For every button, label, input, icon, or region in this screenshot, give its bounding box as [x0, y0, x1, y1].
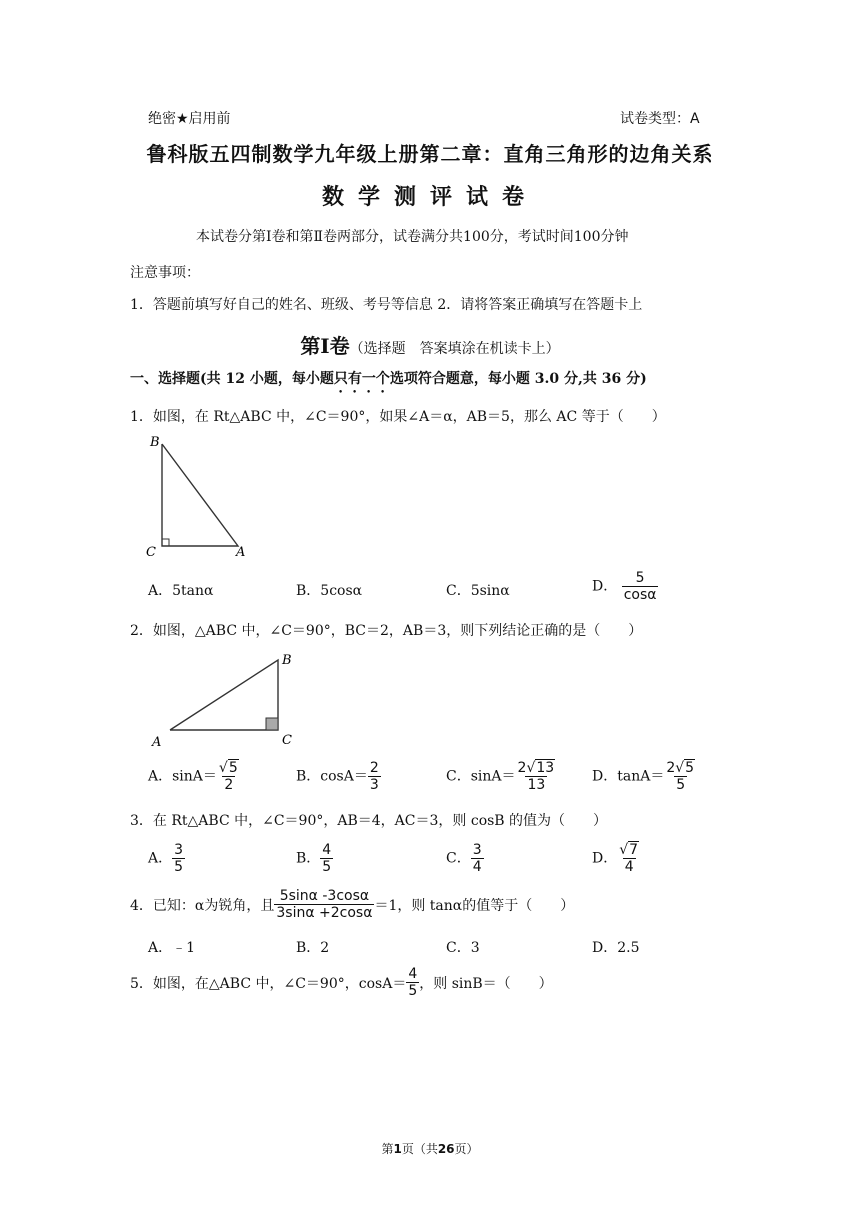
coefficient: 2	[666, 760, 676, 776]
q2-triangle	[170, 660, 278, 730]
q1-option-d-fraction	[622, 570, 659, 603]
q3-option-d-label: D．	[592, 850, 618, 867]
fraction-numerator: 2√5	[666, 760, 695, 776]
fraction-denominator: cosα	[623, 587, 657, 603]
fraction-denominator: 4	[624, 859, 634, 875]
q4-stem-pre: 4．已知：α为锐角，且	[130, 897, 275, 914]
page-total: 26	[437, 1142, 455, 1156]
q3-option-b	[296, 842, 333, 875]
q4-option-d: D．2.5	[592, 940, 640, 956]
q3-option-b-label: B．	[296, 850, 321, 867]
q2-option-a-label: A．sinA＝	[148, 768, 217, 785]
q3-option-d	[592, 842, 641, 875]
q1-option-b: B．5cosα	[296, 583, 363, 599]
footer-pre: 第	[381, 1142, 394, 1156]
radicand: 7	[629, 842, 639, 858]
coefficient: 2	[517, 760, 527, 776]
question-5-stem	[130, 966, 553, 999]
exam-subtitle: 数学测评试卷	[321, 184, 538, 210]
q1-vertex-c: C	[146, 545, 156, 560]
q1-option-d-label: D．	[592, 578, 618, 595]
footer-post: 页）	[454, 1142, 479, 1156]
part-heading-emphasis: 只有一个	[333, 371, 390, 387]
q2-option-c-label: C．sinA＝	[446, 768, 516, 785]
confidential-label: 绝密★启用前	[148, 111, 231, 127]
q5-fraction	[406, 966, 419, 999]
q4-stem-post: ＝1，则 tanα的值等于（ ）	[374, 897, 575, 914]
q4-option-b: B．2	[296, 940, 330, 956]
fraction-denominator: 5	[322, 859, 332, 875]
section-title: 第Ⅰ卷	[300, 334, 350, 358]
page-footer	[0, 1140, 860, 1157]
fraction-numerator: 2√13	[517, 760, 555, 776]
q3-option-c-label: C．	[446, 850, 471, 867]
q2-vertex-b: B	[282, 653, 292, 668]
fraction-denominator: 3	[369, 777, 379, 793]
radicand: 5	[228, 760, 238, 776]
q1-option-a: A．5tanα	[148, 583, 214, 599]
q1-triangle	[162, 444, 238, 546]
fraction-numerator: √7	[619, 842, 639, 858]
page-number: 1	[393, 1142, 402, 1156]
q1-option-d	[592, 570, 658, 603]
q2-option-b	[296, 760, 381, 793]
q2-option-c-fraction	[516, 760, 558, 793]
exam-title: 鲁科版五四制数学九年级上册第二章：直角三角形的边角关系	[146, 142, 714, 166]
part-heading-pre: 一、选择题(共 12 小题，每小题	[130, 371, 334, 387]
q4-fraction	[274, 888, 374, 921]
fraction-numerator: 3	[174, 842, 184, 858]
fraction-denominator: 13	[527, 777, 546, 793]
q2-right-angle-mark	[266, 718, 278, 730]
q2-option-b-fraction	[368, 760, 381, 793]
q2-option-d-label: D．tanA＝	[592, 768, 665, 785]
q2-option-d	[592, 760, 697, 793]
part-heading	[130, 368, 647, 396]
question-2-stem: 2．如图，△ABC 中，∠C＝90°，BC＝2，AB＝3，则下列结论正确的是（ ）	[130, 623, 643, 639]
section-note: （选择题 答案填涂在机读卡上）	[349, 341, 560, 357]
q2-option-b-label: B．cosA＝	[296, 768, 368, 785]
q3-option-a-fraction	[172, 842, 185, 875]
q2-vertex-a: A	[152, 735, 162, 750]
fraction-denominator: 5	[408, 983, 418, 999]
notice-items: 1．答题前填写好自己的姓名、班级、考号等信息 2．请将答案正确填写在答题卡上	[130, 297, 643, 313]
q3-option-a-label: A．	[148, 850, 173, 867]
notice-title: 注意事项：	[130, 265, 200, 281]
footer-mid: 页（共	[401, 1142, 438, 1156]
q2-option-d-fraction	[664, 760, 697, 793]
fraction-numerator: 4	[408, 966, 418, 982]
q2-triangle-figure	[146, 648, 306, 752]
question-4-stem	[130, 888, 574, 921]
q4-option-a: A．﹣1	[148, 940, 196, 956]
q1-vertex-a: A	[236, 545, 246, 560]
fraction-numerator: √5	[218, 760, 238, 776]
q5-stem-pre: 5．如图，在△ABC 中，∠C＝90°，cosA＝	[130, 975, 407, 992]
fraction-numerator: 5	[635, 570, 645, 586]
radicand: 5	[685, 760, 695, 776]
q5-stem-post: ，则 sinB＝（ ）	[419, 975, 553, 992]
intro-text: 本试卷分第Ⅰ卷和第Ⅱ卷两部分，试卷满分共100分，考试时间100分钟	[196, 229, 629, 245]
fraction-denominator: 5	[174, 859, 184, 875]
q3-option-b-fraction	[320, 842, 333, 875]
q3-option-a	[148, 842, 185, 875]
question-3-stem: 3．在 Rt△ABC 中，∠C＝90°，AB＝4，AC＝3，则 cosB 的值为（ ）	[130, 813, 608, 829]
fraction-numerator: 3	[472, 842, 482, 858]
q3-option-d-fraction	[617, 842, 641, 875]
fraction-numerator: 5sinα -3cosα	[279, 888, 370, 904]
q3-option-c	[446, 842, 484, 875]
q2-vertex-c: C	[282, 733, 292, 748]
fraction-denominator: 3sinα +2cosα	[276, 905, 373, 921]
radicand: 13	[536, 760, 555, 776]
question-1-stem: 1．如图，在 Rt△ABC 中，∠C＝90°，如果∠A＝α，AB＝5，那么 AC 等于（ ）	[130, 409, 666, 425]
q1-option-c: C．5sinα	[446, 583, 510, 599]
q2-option-a	[148, 760, 241, 793]
part-heading-post: 选项符合题意，每小题 3.0 分,共 36 分)	[389, 371, 647, 387]
q3-option-c-fraction	[471, 842, 484, 875]
paper-type-label: 试卷类型：A	[620, 111, 700, 127]
fraction-numerator: 4	[322, 842, 332, 858]
section-heading	[0, 330, 860, 359]
q1-triangle-figure	[140, 430, 260, 560]
q2-option-c	[446, 760, 557, 793]
fraction-denominator: 4	[472, 859, 482, 875]
fraction-denominator: 2	[224, 777, 234, 793]
fraction-denominator: 5	[676, 777, 686, 793]
fraction-numerator: 2	[369, 760, 379, 776]
q2-option-a-fraction	[217, 760, 241, 793]
q1-vertex-b: B	[150, 435, 160, 450]
q1-right-angle-mark	[162, 539, 169, 546]
q4-option-c: C．3	[446, 940, 480, 956]
